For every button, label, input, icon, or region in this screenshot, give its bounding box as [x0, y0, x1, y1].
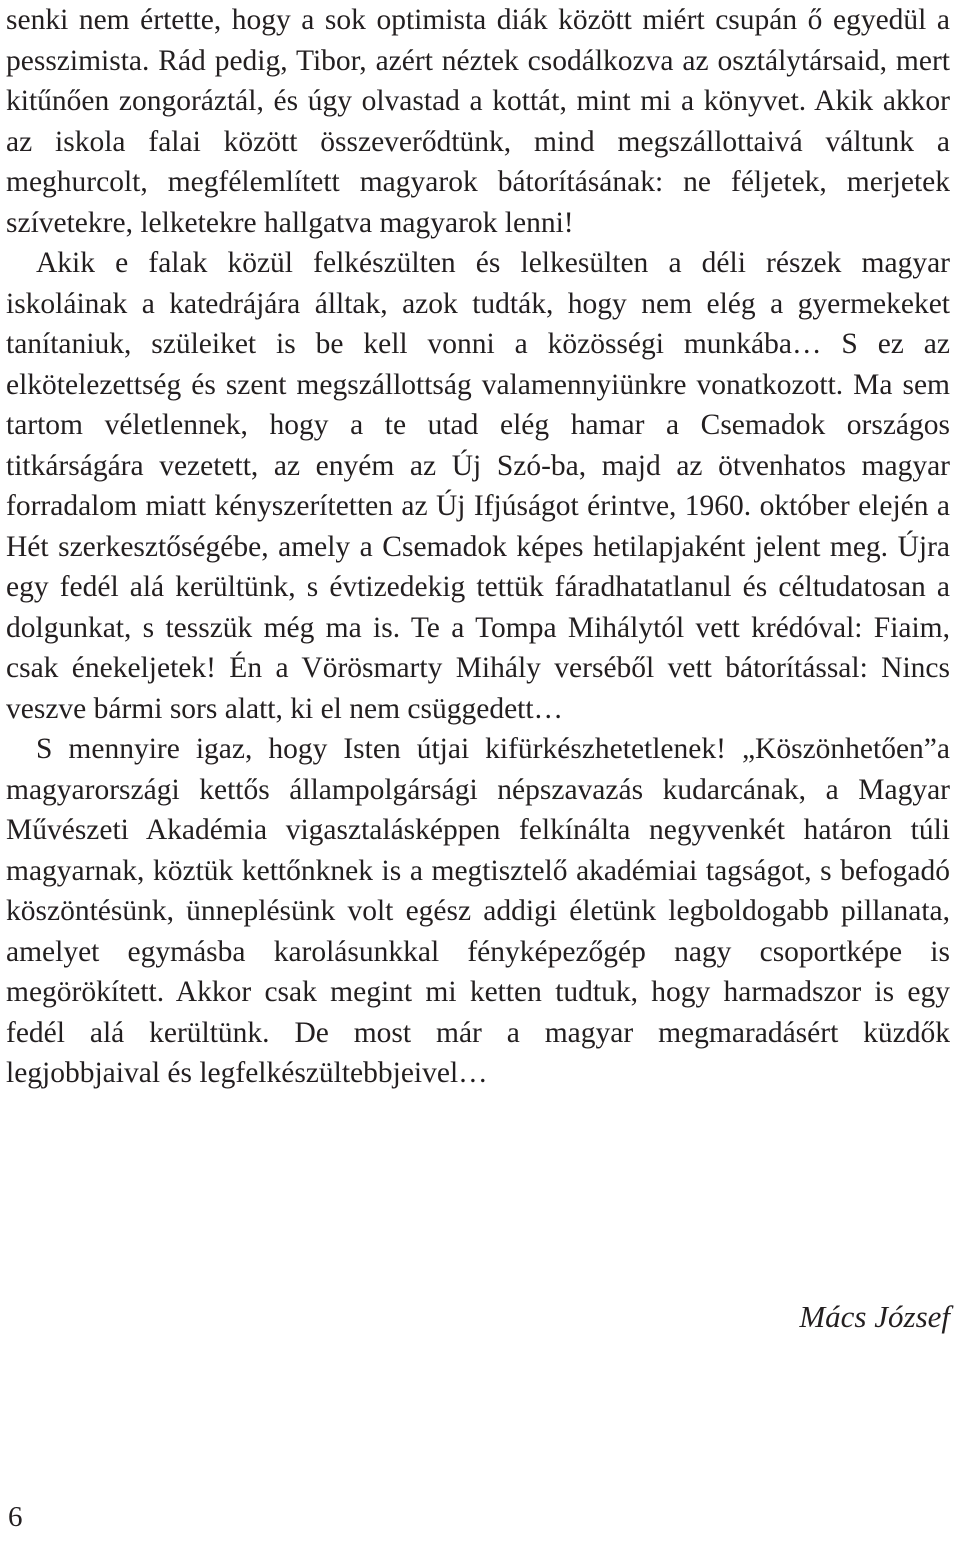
- author-signature: Mács József: [799, 1299, 950, 1334]
- page-number: 6: [8, 1501, 23, 1533]
- document-page: [6, 0, 950, 1547]
- paragraph-2: Akik e falak közül felkészülten és lelkesülten a déli részek magyar iskoláinak a katedrájára álltak, azok tudták, hogy nem elég a gyermekeket tanítaniuk, szüleiket is be kell vonni a közösségi munkába… S ez az elkötelezettség és szent megszállottság valamennyiünkre vonatkozott. Ma sem tartom véletlennek, hogy a te utad elég hamar a Csemadok országos titkárságára vezetett, az enyém az Új Szó-ba, majd az ötvenhatos magyar forradalom miatt kényszerítetten az Új Ifjúságot érintve, 1960. október elején a Hét szerkesztőségébe, amely a Csemadok képes hetilapjaként jelent meg. Újra egy fedél alá kerültünk, s évtizedekig tettük fáradhatatlanul és céltudatosan a dolgunkat, s tesszük még ma is. Te a Tompa Mihálytól vett krédóval: Fiaim, csak énekeljetek! Én a Vörösmarty Mihály verséből vett bátorítással: Nincs veszve bármi sors alatt, ki el nem csüggedett…: [6, 247, 950, 725]
- paragraph-3: S mennyire igaz, hogy Isten útjai kifürkészhetetlenek! „Köszönhetően”a magyarországi kettős állampolgársági népszavazás kudarcának, a Magyar Művészeti Akadémia vigasztalásképpen felkínálta negyvenkét határon túli magyarnak, köztük kettőnknek is a megtisztelő akadémiai tagságot, s befogadó köszöntésünk, ünneplésünk volt egész addigi életünk legboldogabb pillanata, amelyet egymásba karolásunkkal fényképezőgép nagy csoportképe is megörökített. Akkor csak megint mi ketten tudtuk, hogy harmadszor is egy fedél alá kerültünk. De most már a magyar megmaradásért küzdők legjobbjaival és legfelkészültebbjeivel…: [6, 733, 950, 1089]
- body-text: [6, 0, 950, 1094]
- paragraph-1: senki nem értette, hogy a sok optimista diák között miért csupán ő egyedül a pesszimista. Rád pedig, Tibor, azért néztek csodálkozva az osztálytársaid, mert kitűnően zongoráztál, és úgy olvastad a kottát, mint mi a könyvet. Akik akkor az iskola falai között összeverődtünk, mind megszállottaivá váltunk a meghurcolt, megfélemlített magyarok bátorításának: ne féljetek, merjetek szívetekre, lelketekre hallgatva magyarok lenni!: [6, 4, 950, 239]
